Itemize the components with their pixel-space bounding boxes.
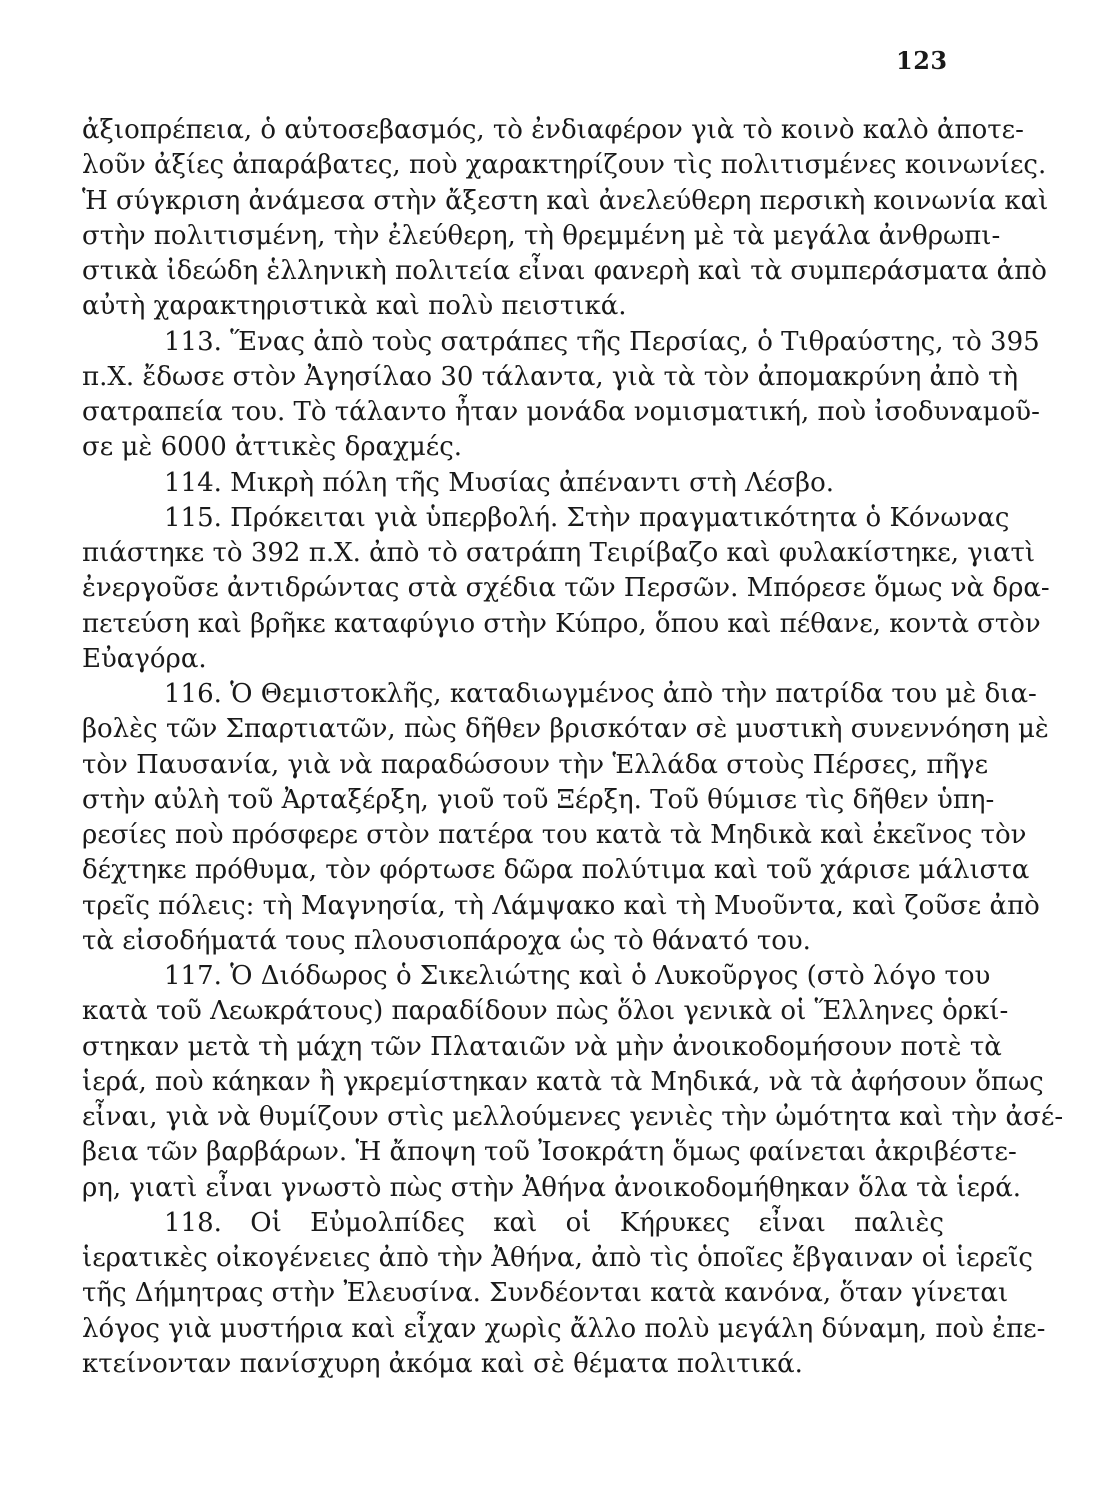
text-line: στηκαν μετὰ τὴ μάχη τῶν Πλαταιῶν νὰ μὴν ἀνοικοδομήσουν ποτὲ τὰ: [82, 1031, 1002, 1062]
text-line: ἀξιοπρέπεια, ὁ αὐτοσεβασμός, τὸ ἐνδιαφέρον γιὰ τὸ κοινὸ καλὸ ἀποτε-: [82, 115, 1024, 145]
text-line: πετεύση καὶ βρῆκε καταφύγιο στὴν Κύπρο, ὅπου καὶ πέθανε, κοντὰ στὸν: [82, 608, 1041, 639]
text-line: Εὐαγόρα.: [82, 643, 207, 674]
text-line: λοῦν ἀξίες ἀπαράβατες, ποὺ χαρακτηρίζουν τὶς πολιτισμένες κοινωνίες.: [82, 150, 1047, 181]
text-line: στικὰ ἰδεώδη ἑλληνικὴ πολιτεία εἶναι φανερὴ καὶ τὰ συμπεράσματα ἀπὸ: [82, 256, 1047, 286]
text-line: τὸν Παυσανία, γιὰ νὰ παραδώσουν τὴν Ἑλλάδα στοὺς Πέρσες, πῆγε: [82, 749, 989, 780]
text-line: σατραπεία του. Τὸ τάλαντο ἦταν μονάδα νομισματική, ποὺ ἰσοδυναμοῦ-: [82, 397, 1040, 427]
text-line: ἱερά, ποὺ κάηκαν ἢ γκρεμίστηκαν κατὰ τὰ Μηδικά, νὰ τὰ ἀφήσουν ὅπως: [82, 1066, 1044, 1097]
note-115-start: 115. Πρόκειται γιὰ ὑπερβολή. Στὴν πραγματικότητα ὁ Κόνωνας: [164, 502, 1010, 533]
text-line: κατὰ τοῦ Λεωκράτους) παραδίδουν πὼς ὅλοι γενικὰ οἱ Ἕλληνες ὁρκί-: [82, 996, 1009, 1027]
text-line: τρεῖς πόλεις: τὴ Μαγνησία, τὴ Λάμψακο καὶ τὴ Μυοῦντα, καὶ ζοῦσε ἀπὸ: [82, 890, 1040, 921]
text-line: βεια τῶν βαρβάρων. Ἡ ἄποψη τοῦ Ἰσοκράτη ὅμως φαίνεται ἀκριβέστε-: [82, 1137, 1017, 1168]
note-116-start: 116. Ὁ Θεμιστοκλῆς, καταδιωγμένος ἀπὸ τὴν πατρίδα του μὲ δια-: [164, 679, 1037, 709]
note-118-start: 118. Οἱ Εὐμολπίδες καὶ οἱ Κήρυκες εἶναι παλιὲς: [164, 1207, 944, 1238]
note-114: 114. Μικρὴ πόλη τῆς Μυσίας ἀπέναντι στὴ Λέσβο.: [164, 467, 834, 498]
text-line: τὰ εἰσοδήματά τους πλουσιοπάροχα ὡς τὸ θάνατό του.: [82, 925, 811, 956]
text-line: στὴν αὐλὴ τοῦ Ἀρταξέρξη, γιοῦ τοῦ Ξέρξη. Τοῦ θύμισε τὶς δῆθεν ὑπη-: [82, 784, 995, 815]
text-line: στὴν πολιτισμένη, τὴν ἐλεύθερη, τὴ θρεμμένη μὲ τὰ μεγάλα ἀνθρωπι-: [82, 220, 1001, 251]
text-line: ρη, γιατὶ εἶναι γνωστὸ πὼς στὴν Ἀθήνα ἀνοικοδομήθηκαν ὅλα τὰ ἱερά.: [82, 1172, 1022, 1203]
text-line: τῆς Δήμητρας στὴν Ἐλευσίνα. Συνδέονται κατὰ κανόνα, ὅταν γίνεται: [82, 1278, 1009, 1309]
text-line: Ἡ σύγκριση ἀνάμεσα στὴν ἄξεστη καὶ ἀνελεύθερη περσικὴ κοινωνία καὶ: [82, 185, 1049, 216]
note-117-start: 117. Ὁ Διόδωρος ὁ Σικελιώτης καὶ ὁ Λυκοῦργος (στὸ λόγο του: [164, 961, 991, 991]
text-line: π.Χ. ἔδωσε στὸν Ἀγησίλαο 30 τάλαντα, γιὰ τὰ τὸν ἀπομακρύνη ἀπὸ τὴ: [82, 361, 1019, 392]
text-line: αὐτὴ χαρακτηριστικὰ καὶ πολὺ πειστικά.: [82, 291, 627, 322]
text-line: δέχτηκε πρόθυμα, τὸν φόρτωσε δῶρα πολύτιμα καὶ τοῦ χάρισε μάλιστα: [82, 855, 1030, 886]
text-line: βολὲς τῶν Σπαρτιατῶν, πὼς δῆθεν βρισκόταν σὲ μυστικὴ συνεννόηση μὲ: [82, 714, 1049, 745]
text-line: ἐνεργοῦσε ἀντιδρώντας στὰ σχέδια τῶν Περσῶν. Μπόρεσε ὅμως νὰ δρα-: [82, 573, 1050, 604]
text-line: ρεσίες ποὺ πρόσφερε στὸν πατέρα του κατὰ τὰ Μηδικὰ καὶ ἐκεῖνος τὸν: [82, 820, 1027, 850]
note-113-start: 113. Ἕνας ἀπὸ τοὺς σατράπες τῆς Περσίας, ὁ Τιθραύστης, τὸ 395: [164, 326, 1040, 357]
text-line: σε μὲ 6000 ἀττικὲς δραχμές.: [82, 432, 463, 463]
text-line: ἱερατικὲς οἰκογένειες ἀπὸ τὴν Ἀθήνα, ἀπὸ τὶς ὁποῖες ἔβγαιναν οἱ ἱερεῖς: [82, 1243, 1033, 1273]
body-text: [82, 113, 1064, 1382]
text-line: κτείνονταν πανίσχυρη ἀκόμα καὶ σὲ θέματα πολιτικά.: [82, 1348, 803, 1379]
text-line: λόγος γιὰ μυστήρια καὶ εἶχαν χωρὶς ἄλλο πολὺ μεγάλη δύναμη, ποὺ ἐπε-: [82, 1313, 1046, 1344]
page-number: 123: [896, 46, 948, 75]
text-line: εἶναι, γιὰ νὰ θυμίζουν στὶς μελλούμενες γενιὲς τὴν ὠμότητα καὶ τὴν ἀσέ-: [82, 1102, 1064, 1132]
text-line: πιάστηκε τὸ 392 π.Χ. ἀπὸ τὸ σατράπη Τειρίβαζο καὶ φυλακίστηκε, γιατὶ: [82, 538, 1036, 568]
